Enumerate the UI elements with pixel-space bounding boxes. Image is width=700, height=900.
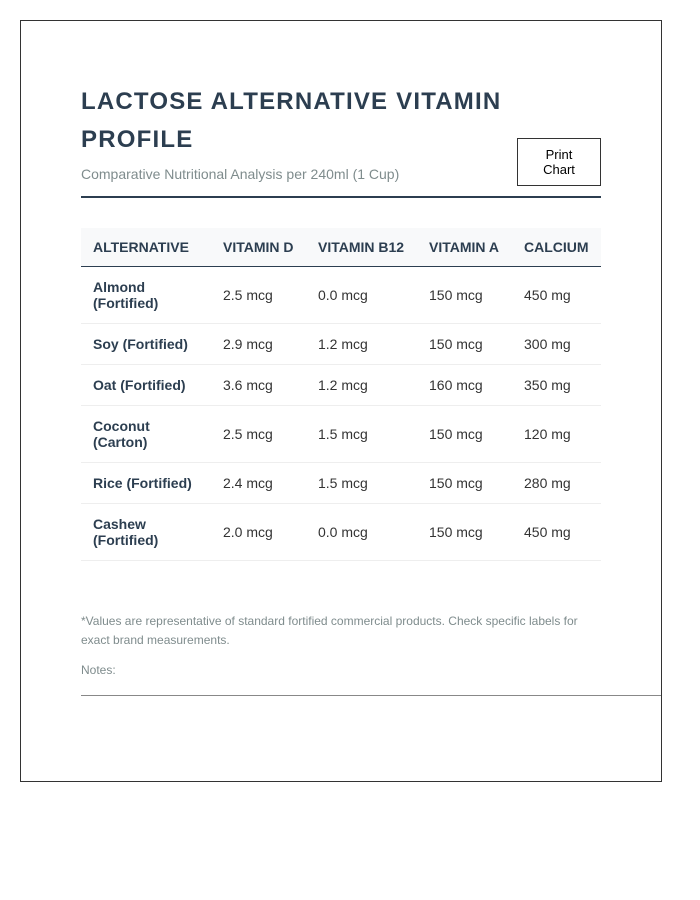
- table-row: [81, 365, 601, 406]
- vitamin-a-value: 150 mcg: [417, 324, 512, 365]
- page-subtitle: Comparative Nutritional Analysis per 240ml (1 Cup): [81, 166, 400, 182]
- notes-label: Notes:: [81, 663, 116, 677]
- column-header-alternative: ALTERNATIVE: [81, 228, 211, 267]
- calcium-value: 350 mg: [512, 365, 601, 406]
- vitamin-d-value: 2.4 mcg: [211, 463, 306, 504]
- footnote: *Values are representative of standard fortified commercial products. Check specific labels for exact brand measurements.: [81, 614, 578, 647]
- vitamin-a-value: 150 mcg: [417, 463, 512, 504]
- vitamin-b12-value: 1.5 mcg: [306, 463, 417, 504]
- notes-input-line[interactable]: [81, 695, 661, 696]
- column-header-vitamin-d: VITAMIN D: [211, 228, 306, 267]
- calcium-value: 450 mg: [512, 267, 601, 324]
- alternative-name: Cashew (Fortified): [81, 504, 211, 561]
- table-row: [81, 463, 601, 504]
- header-divider: [81, 196, 601, 198]
- calcium-value: 450 mg: [512, 504, 601, 561]
- table-row: [81, 504, 601, 561]
- vitamin-b12-value: 1.5 mcg: [306, 406, 417, 463]
- column-header-vitamin-b12: VITAMIN B12: [306, 228, 417, 267]
- alternative-name: Coconut (Carton): [81, 406, 211, 463]
- column-header-vitamin-a: VITAMIN A: [417, 228, 512, 267]
- vitamin-b12-value: 0.0 mcg: [306, 267, 417, 324]
- table-header-row: [81, 228, 601, 267]
- table-row: [81, 324, 601, 365]
- vitamin-a-value: 150 mcg: [417, 504, 512, 561]
- vitamin-b12-value: 1.2 mcg: [306, 365, 417, 406]
- column-header-calcium: CALCIUM: [512, 228, 601, 267]
- vitamin-d-value: 2.5 mcg: [211, 406, 306, 463]
- vitamin-d-value: 2.0 mcg: [211, 504, 306, 561]
- vitamin-b12-value: 0.0 mcg: [306, 504, 417, 561]
- vitamin-d-value: 3.6 mcg: [211, 365, 306, 406]
- calcium-value: 120 mg: [512, 406, 601, 463]
- page-title: LACTOSE ALTERNATIVE VITAMIN PROFILE: [81, 88, 502, 153]
- vitamin-table: [81, 228, 601, 561]
- vitamin-a-value: 160 mcg: [417, 365, 512, 406]
- print-chart-button[interactable]: Print Chart: [517, 138, 601, 186]
- alternative-name: Almond (Fortified): [81, 267, 211, 324]
- vitamin-profile-sheet: [20, 20, 662, 782]
- vitamin-a-value: 150 mcg: [417, 406, 512, 463]
- vitamin-d-value: 2.9 mcg: [211, 324, 306, 365]
- table-row: [81, 406, 601, 463]
- vitamin-d-value: 2.5 mcg: [211, 267, 306, 324]
- alternative-name: Oat (Fortified): [81, 365, 211, 406]
- alternative-name: Soy (Fortified): [81, 324, 211, 365]
- alternative-name: Rice (Fortified): [81, 463, 211, 504]
- calcium-value: 280 mg: [512, 463, 601, 504]
- calcium-value: 300 mg: [512, 324, 601, 365]
- vitamin-a-value: 150 mcg: [417, 267, 512, 324]
- vitamin-b12-value: 1.2 mcg: [306, 324, 417, 365]
- table-row: [81, 267, 601, 324]
